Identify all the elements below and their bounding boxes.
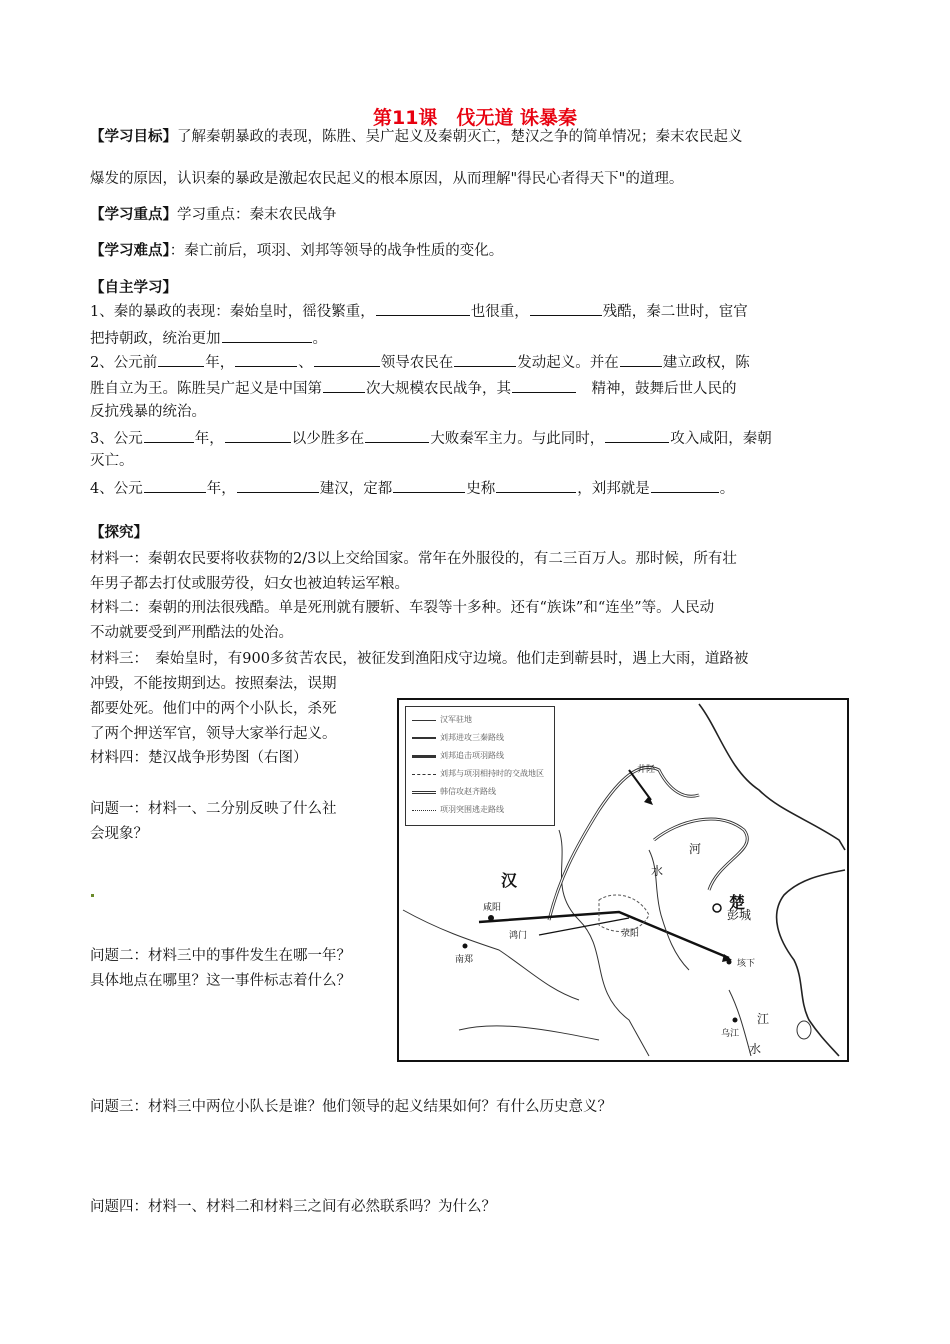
explore-label: 【探究】 [90, 524, 148, 541]
blank-field[interactable] [144, 477, 206, 493]
map-legend [405, 706, 555, 826]
map-label-pengcheng: 彭城 [727, 908, 752, 922]
self-study-q3-line-1: 3、公元 年， 以少胜多在 大败秦军主力。与此同时， 攻入咸阳，秦朝 [90, 427, 772, 449]
blank-field[interactable] [393, 477, 465, 493]
chu-han-war-map [397, 698, 849, 1062]
map-label-jiang: 江 [757, 1012, 770, 1026]
blank-field[interactable] [651, 477, 719, 493]
blank-field[interactable] [512, 377, 576, 393]
legend-item: 刘邦追击项羽路线 [412, 751, 504, 761]
self-study-q2-line-3: 反抗残暴的统治。 [90, 404, 206, 420]
blank-field[interactable] [496, 477, 576, 493]
map-label-chu: 楚 [729, 893, 746, 912]
question-1-line-2: 会现象？ [90, 826, 148, 842]
question-3: 问题三：材料三中两位小队长是谁？他们领导的起义结果如何？有什么历史意义？ [90, 1099, 612, 1115]
blank-field[interactable] [235, 351, 297, 367]
legend-item: 韩信攻赵齐路线 [412, 787, 496, 797]
key-points: 【学习重点】学习重点：秦末农民战争 [90, 206, 337, 223]
map-label-jingxing: 井陉 [637, 765, 656, 775]
objectives-line-2: 爆发的原因，认识秦的暴政是激起农民起义的根本原因，从而理解"得民心者得天下"的道理。 [90, 171, 684, 187]
legend-item: 刘邦与项羽相持时的交战地区 [412, 769, 544, 779]
blank-field[interactable] [237, 477, 319, 493]
self-study-q2-line-2: 胜自立为王。陈胜吴广起义是中国第 次大规模农民战争，其 精神，鼓舞后世人民的 [90, 377, 737, 399]
map-label-zhen: 荥阳 [621, 929, 640, 939]
map-label-nanzheng: 南郑 [455, 955, 474, 965]
blank-field[interactable] [314, 351, 380, 367]
material-2-line-1: 材料二：秦朝的刑法很残酷。单是死刑就有腰斩、车裂等十多种。还有“族诛”和“连坐”等。人民动 [90, 600, 715, 616]
objectives-line-1: 【学习目标】了解秦朝暴政的表现，陈胜、吴广起义及秦朝灭亡，楚汉之争的简单情况；秦末农民起义 [90, 128, 743, 145]
difficulties: 【学习难点】：秦亡前后，项羽、刘邦等领导的战争性质的变化。 [90, 242, 504, 259]
objectives-label: 【学习目标】 [90, 128, 177, 145]
blank-field[interactable] [454, 351, 516, 367]
material-3-line-4: 了两个押送军官，领导大家举行起义。 [90, 726, 337, 742]
self-study-q1-line-1: 1、秦的暴政的表现：秦始皇时，徭役繁重， 也很重， 残酷，秦二世时，宦官 [90, 300, 748, 322]
material-2-line-2: 不动就要受到严刑酷法的处治。 [90, 625, 293, 641]
map-label-he: 河 [689, 842, 702, 856]
question-2-line-2: 具体地点在哪里？这一事件标志着什么？ [90, 973, 351, 989]
blank-field[interactable] [365, 427, 429, 443]
blank-field[interactable] [605, 427, 669, 443]
blank-field[interactable] [158, 351, 204, 367]
blank-field[interactable] [222, 327, 312, 343]
blank-field[interactable] [144, 427, 194, 443]
question-2-line-1: 问题二：材料三中的事件发生在哪一年？ [90, 948, 351, 964]
self-study-label: 【自主学习】 [90, 279, 177, 296]
legend-item: 汉军驻地 [412, 715, 472, 725]
self-study-q2-line-1: 2、公元前 年， 、 领导农民在 发动起义。并在 建立政权，陈 [90, 351, 750, 373]
map-label-hongmen: 鸿门 [509, 931, 528, 941]
map-label-shui: 水 [651, 864, 664, 878]
map-label-shui-2: 水 [749, 1042, 762, 1056]
map-label-wujiang: 乌江 [721, 1029, 740, 1039]
material-1-line-1: 材料一：秦朝农民要将收获物的2/3以上交给国家。常年在外服役的，有二三百万人。那时候，所有壮 [90, 551, 737, 567]
material-3-line-2: 冲毁，不能按期到达。按照秦法，误期 [90, 676, 337, 692]
blank-field[interactable] [225, 427, 291, 443]
legend-item: 项羽突围逃走路线 [412, 805, 504, 815]
map-label-gaixia: 垓下 [737, 959, 756, 969]
material-4: 材料四：楚汉战争形势图（右图） [90, 750, 308, 766]
self-study-q1-line-2: 把持朝政，统治更加 。 [90, 327, 327, 349]
stray-dot [91, 894, 94, 897]
material-3-line-1: 材料三： 秦始皇时，有900多贫苦农民，被征发到渔阳戍守边境。他们走到蕲县时，遇上大雨，道路被 [90, 651, 749, 667]
material-1-line-2: 年男子都去打仗或服劳役，妇女也被迫转运军粮。 [90, 576, 409, 592]
question-1-line-1: 问题一：材料一、二分别反映了什么社 [90, 801, 337, 817]
page-title: 第11课 伐无道 诛暴秦 [372, 107, 578, 129]
map-label-han: 汉 [501, 871, 518, 890]
map-label-xianyang: 咸阳 [483, 903, 502, 913]
blank-field[interactable] [530, 300, 602, 316]
blank-field[interactable] [376, 300, 470, 316]
legend-item: 刘邦进攻三秦路线 [412, 733, 504, 743]
blank-field[interactable] [620, 351, 662, 367]
blank-field[interactable] [323, 377, 365, 393]
question-4: 问题四：材料一、材料二和材料三之间有必然联系吗？为什么？ [90, 1199, 496, 1215]
material-3-line-3: 都要处死。他们中的两个小队长，杀死 [90, 701, 337, 717]
self-study-q4-line-1: 4、公元 年， 建汉，定都 史称 ，刘邦就是 。 [90, 477, 734, 499]
self-study-q3-line-2: 灭亡。 [90, 453, 134, 469]
